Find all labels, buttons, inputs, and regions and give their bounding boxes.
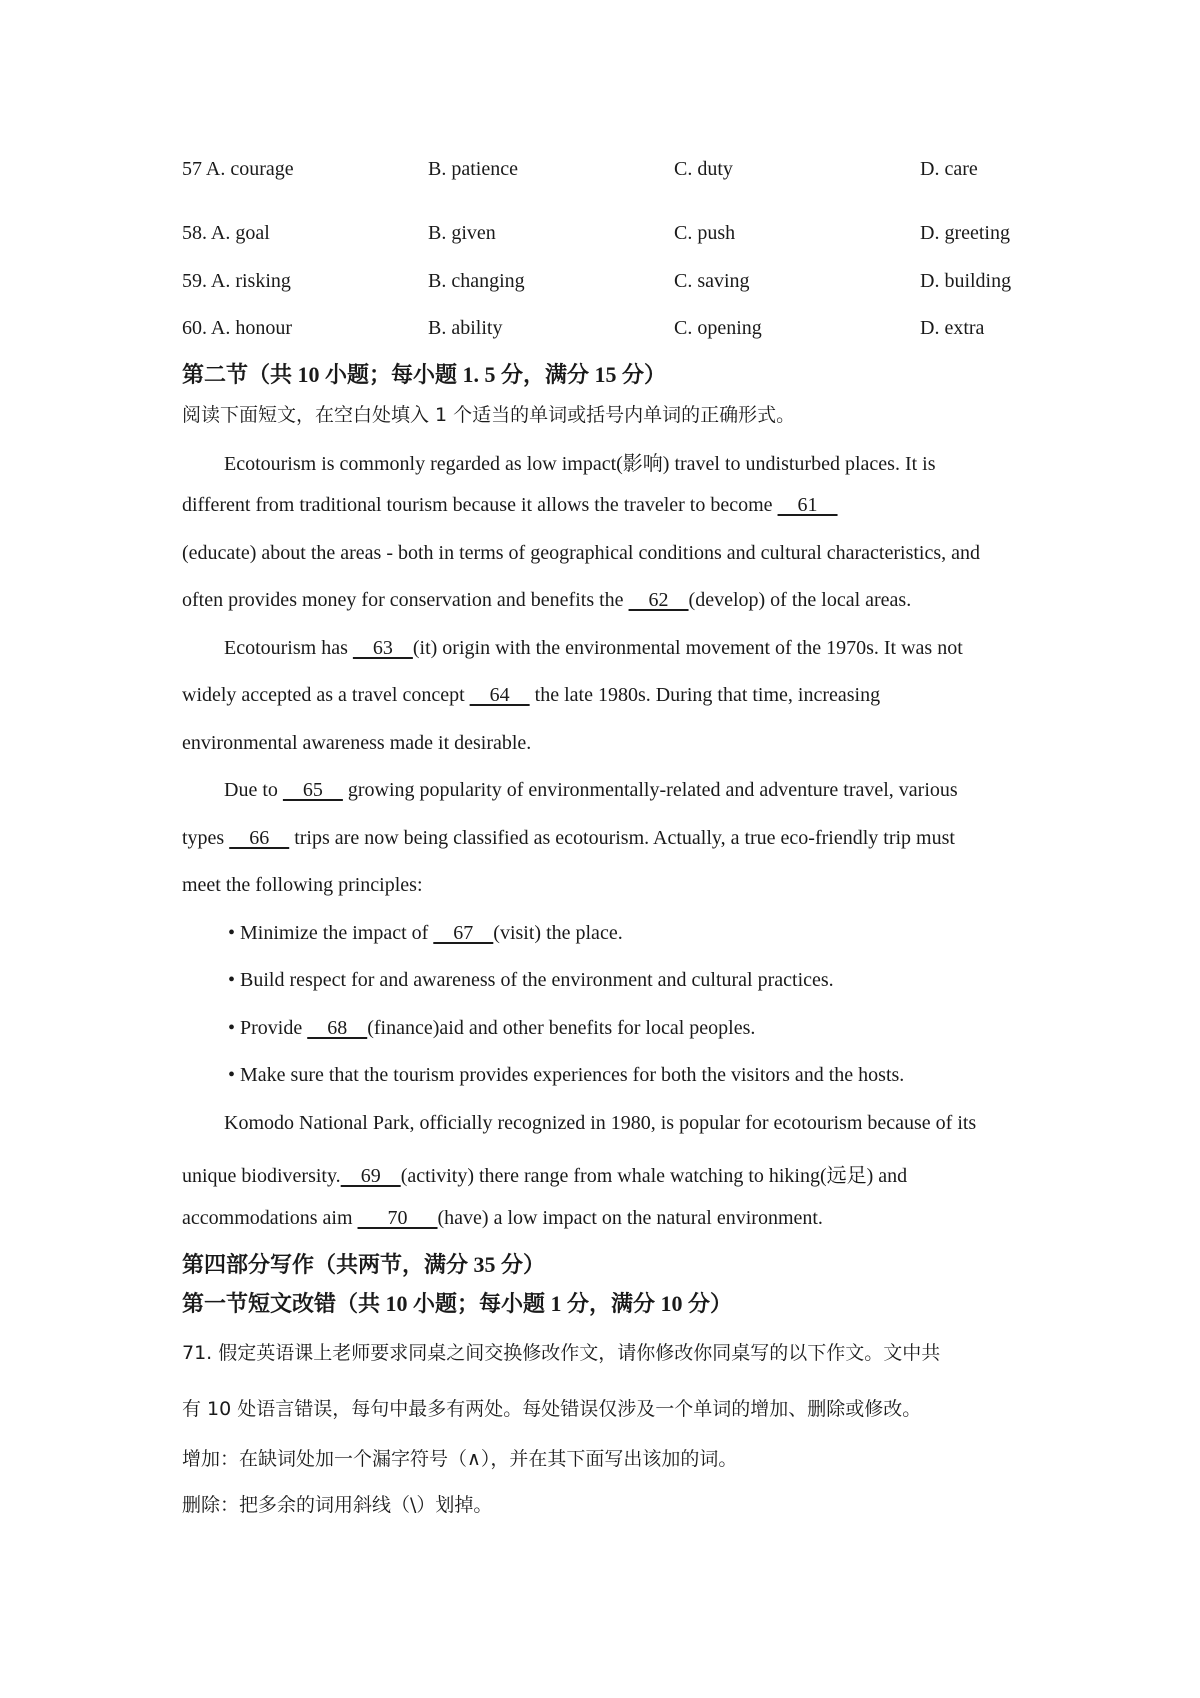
blank-61: 61 bbox=[777, 494, 838, 516]
blank-65: 65 bbox=[282, 779, 343, 801]
options-row-59 bbox=[182, 270, 1062, 300]
principle-item bbox=[228, 969, 834, 992]
section2-heading: 第二节（共 10 小题；每小题 1. 5 分，满分 15 分） bbox=[182, 362, 667, 387]
passage-text: trips are now being classified as ecotourism. Actually, a true eco-friendly trip must bbox=[289, 827, 955, 849]
question-71-line: 删除：把多余的词用斜线（\）划掉。 bbox=[182, 1494, 493, 1516]
passage-line bbox=[224, 1112, 976, 1135]
option-d: D. care bbox=[920, 158, 978, 180]
passage-text: (develop) of the local areas. bbox=[688, 589, 912, 611]
passage-text: Due to bbox=[224, 779, 283, 801]
option-a: 60. A. honour bbox=[182, 317, 292, 339]
passage-text: unique biodiversity. bbox=[182, 1165, 341, 1187]
passage-text: growing popularity of environmentally-related and adventure travel, various bbox=[342, 779, 958, 801]
passage-text: the late 1980s. During that time, increasing bbox=[529, 684, 881, 706]
passage-text: (educate) about the areas - both in terms of geographical conditions and cultural characteristics, and bbox=[182, 542, 981, 564]
passage-text: (visit) the place. bbox=[493, 922, 623, 944]
option-a: 59. A. risking bbox=[182, 270, 291, 292]
option-a: 57 A. courage bbox=[182, 158, 294, 180]
passage-text: meet the following principles: bbox=[182, 874, 423, 896]
section2-instruction: 阅读下面短文，在空白处填入 1 个适当的单词或括号内单词的正确形式。 bbox=[182, 404, 796, 426]
principle-item bbox=[228, 922, 623, 945]
passage-line bbox=[224, 779, 958, 802]
passage-text: (activity) there range from whale watching to hiking(远足) and bbox=[400, 1165, 908, 1187]
passage-line bbox=[182, 1207, 823, 1230]
option-b: B. ability bbox=[428, 317, 503, 339]
passage-line bbox=[182, 827, 955, 850]
part4-subheading: 第一节短文改错（共 10 小题；每小题 1 分，满分 10 分） bbox=[182, 1291, 733, 1316]
blank-69: 69 bbox=[340, 1165, 401, 1187]
question-71-line: 71. 假定英语课上老师要求同桌之间交换修改作文，请你修改你同桌写的以下作文。文中共 bbox=[182, 1342, 941, 1364]
passage-text: different from traditional tourism because it allows the traveler to become bbox=[182, 494, 778, 516]
passage-text: • Build respect for and awareness of the environment and cultural practices. bbox=[228, 969, 834, 991]
option-c: C. opening bbox=[674, 317, 762, 339]
passage-text: (finance)aid and other benefits for local peoples. bbox=[367, 1017, 756, 1039]
blank-68: 68 bbox=[307, 1017, 368, 1039]
passage-text: Ecotourism is commonly regarded as low impact(影响) travel to undisturbed places. It is bbox=[224, 453, 936, 475]
passage-line bbox=[182, 542, 980, 565]
passage-text: (it) origin with the environmental movement of the 1970s. It was not bbox=[412, 637, 963, 659]
option-c: C. saving bbox=[674, 270, 750, 292]
passage-text: • Minimize the impact of bbox=[228, 922, 434, 944]
passage-line bbox=[224, 637, 963, 660]
passage-text: (have) a low impact on the natural environment. bbox=[437, 1207, 823, 1229]
passage-line bbox=[182, 732, 531, 755]
option-d: D. building bbox=[920, 270, 1012, 292]
options-row-57 bbox=[182, 158, 1062, 188]
option-c: C. duty bbox=[674, 158, 733, 180]
blank-67: 67 bbox=[433, 922, 494, 944]
principle-item bbox=[228, 1064, 904, 1087]
option-d: D. extra bbox=[920, 317, 985, 339]
passage-text: often provides money for conservation and benefits the bbox=[182, 589, 629, 611]
blank-70: 70 bbox=[357, 1207, 438, 1229]
passage-text: • Make sure that the tourism provides experiences for both the visitors and the hosts. bbox=[228, 1064, 905, 1086]
question-71-line: 有 10 处语言错误，每句中最多有两处。每处错误仅涉及一个单词的增加、删除或修改。 bbox=[182, 1398, 922, 1420]
options-row-60 bbox=[182, 317, 1062, 347]
option-d: D. greeting bbox=[920, 222, 1010, 244]
passage-text: Komodo National Park, officially recognized in 1980, is popular for ecotourism because of its bbox=[224, 1112, 977, 1134]
passage-text: types bbox=[182, 827, 230, 849]
passage-line bbox=[224, 447, 936, 476]
blank-64: 64 bbox=[469, 684, 530, 706]
option-b: B. patience bbox=[428, 158, 518, 180]
question-71-line: 增加：在缺词处加一个漏字符号（∧），并在其下面写出该加的词。 bbox=[182, 1448, 738, 1470]
passage-line bbox=[182, 494, 838, 517]
passage-line bbox=[182, 874, 423, 897]
option-a: 58. A. goal bbox=[182, 222, 270, 244]
option-b: B. changing bbox=[428, 270, 525, 292]
blank-63: 63 bbox=[352, 637, 413, 659]
passage-line bbox=[182, 684, 880, 707]
passage-text: accommodations aim bbox=[182, 1207, 358, 1229]
passage-text: widely accepted as a travel concept bbox=[182, 684, 470, 706]
passage-text: • Provide bbox=[228, 1017, 308, 1039]
passage-text: Ecotourism has bbox=[224, 637, 353, 659]
blank-66: 66 bbox=[229, 827, 290, 849]
passage-line bbox=[182, 1159, 907, 1188]
passage-text: environmental awareness made it desirable. bbox=[182, 732, 532, 754]
part4-heading: 第四部分写作（共两节，满分 35 分） bbox=[182, 1252, 546, 1277]
options-row-58 bbox=[182, 222, 1062, 252]
option-c: C. push bbox=[674, 222, 736, 244]
option-b: B. given bbox=[428, 222, 496, 244]
blank-62: 62 bbox=[628, 589, 689, 611]
passage-line bbox=[182, 589, 911, 612]
principle-item bbox=[228, 1017, 755, 1040]
